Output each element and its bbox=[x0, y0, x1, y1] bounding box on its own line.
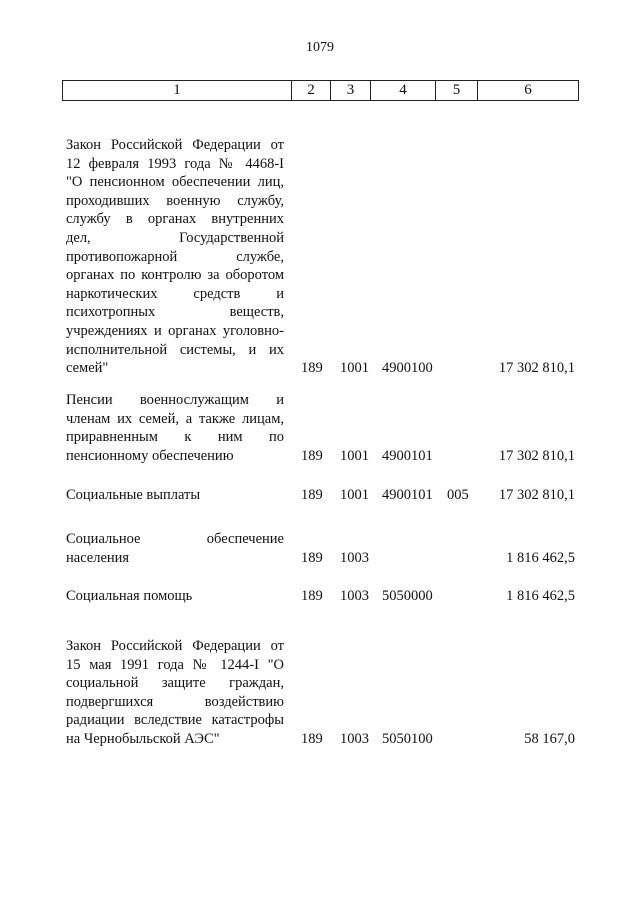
description-line: дел, Государственной bbox=[66, 229, 284, 246]
budget-row-pension-law bbox=[0, 136, 640, 378]
description-line: Социальная помощь bbox=[66, 588, 193, 604]
row-description bbox=[66, 391, 284, 465]
description-line: психотропных веществ, bbox=[66, 304, 284, 321]
section-code: 1001 bbox=[340, 360, 369, 377]
section-code: 1003 bbox=[340, 731, 369, 748]
amount: 17 302 810,1 bbox=[498, 487, 575, 504]
budget-row-military-pensions bbox=[0, 391, 640, 466]
description-line: 12 февраля 1993 года № 4468-I bbox=[66, 155, 284, 172]
description-line: Социальное обеспечение bbox=[66, 531, 284, 547]
description-line: противопожарной службе, bbox=[66, 248, 284, 265]
row-description bbox=[66, 136, 284, 378]
row-description bbox=[66, 486, 284, 505]
description-line: Закон Российской Федерации от bbox=[66, 638, 284, 654]
target-article-code: 5050100 bbox=[382, 731, 433, 748]
ministry-code: 189 bbox=[301, 360, 323, 377]
description-line: Социальные выплаты bbox=[66, 487, 201, 503]
description-line: семей" bbox=[66, 360, 109, 377]
description-line: органах по контролю за оборотом bbox=[66, 267, 284, 284]
expense-type-code: 005 bbox=[447, 487, 469, 504]
budget-row-social-security bbox=[0, 530, 640, 568]
description-line: проходивших военную службу, bbox=[66, 192, 284, 209]
target-article-code: 4900101 bbox=[382, 487, 433, 504]
ministry-code: 189 bbox=[301, 731, 323, 748]
budget-row-social-payments bbox=[0, 486, 640, 505]
amount: 17 302 810,1 bbox=[498, 448, 575, 465]
column-header-row bbox=[63, 81, 579, 101]
description-line: населения bbox=[66, 549, 130, 566]
description-line: Закон Российской Федерации от bbox=[66, 137, 284, 153]
column-header-6: 6 bbox=[478, 81, 579, 101]
ministry-code: 189 bbox=[301, 448, 323, 465]
column-header-4: 4 bbox=[371, 81, 436, 101]
column-header-1: 1 bbox=[63, 81, 292, 101]
column-header-table bbox=[62, 80, 579, 101]
description-line: наркотических средств и bbox=[66, 285, 284, 302]
description-line: пенсионному обеспечению bbox=[66, 447, 234, 464]
description-line: радиации вследствие катастрофы bbox=[66, 712, 284, 729]
row-description bbox=[66, 637, 284, 749]
description-line: на Чернобыльской АЭС" bbox=[66, 730, 220, 747]
section-code: 1003 bbox=[340, 588, 369, 605]
description-line: Пенсии военнослужащим и bbox=[66, 392, 284, 408]
amount: 1 816 462,5 bbox=[506, 588, 575, 605]
ministry-code: 189 bbox=[301, 588, 323, 605]
description-line: социальной защите граждан, bbox=[66, 675, 284, 692]
section-code: 1001 bbox=[340, 448, 369, 465]
section-code: 1001 bbox=[340, 487, 369, 504]
description-line: 15 мая 1991 года № 1244-I "О bbox=[66, 656, 284, 673]
ministry-code: 189 bbox=[301, 487, 323, 504]
description-line: подвергшихся воздействию bbox=[66, 693, 284, 710]
description-line: приравненным к ним по bbox=[66, 429, 284, 446]
row-description bbox=[66, 587, 284, 606]
section-code: 1003 bbox=[340, 550, 369, 567]
description-line: службу в органах внутренних bbox=[66, 211, 284, 228]
column-header-2: 2 bbox=[292, 81, 331, 101]
amount: 1 816 462,5 bbox=[506, 550, 575, 567]
budget-row-chernobyl-law bbox=[0, 637, 640, 749]
target-article-code: 4900101 bbox=[382, 448, 433, 465]
column-header-5: 5 bbox=[436, 81, 478, 101]
ministry-code: 189 bbox=[301, 550, 323, 567]
target-article-code: 4900100 bbox=[382, 360, 433, 377]
column-header-3: 3 bbox=[331, 81, 371, 101]
page-number: 1079 bbox=[306, 40, 334, 55]
amount: 58 167,0 bbox=[524, 731, 575, 748]
amount: 17 302 810,1 bbox=[498, 360, 575, 377]
description-line: членам их семей, а также лицам, bbox=[66, 410, 284, 427]
description-line: учреждениях и органах уголовно- bbox=[66, 322, 284, 339]
target-article-code: 5050000 bbox=[382, 588, 433, 605]
budget-row-social-assistance bbox=[0, 587, 640, 606]
row-description bbox=[66, 530, 284, 567]
description-line: исполнительной системы, и их bbox=[66, 341, 284, 358]
description-line: "О пенсионном обеспечении лиц, bbox=[66, 174, 284, 191]
